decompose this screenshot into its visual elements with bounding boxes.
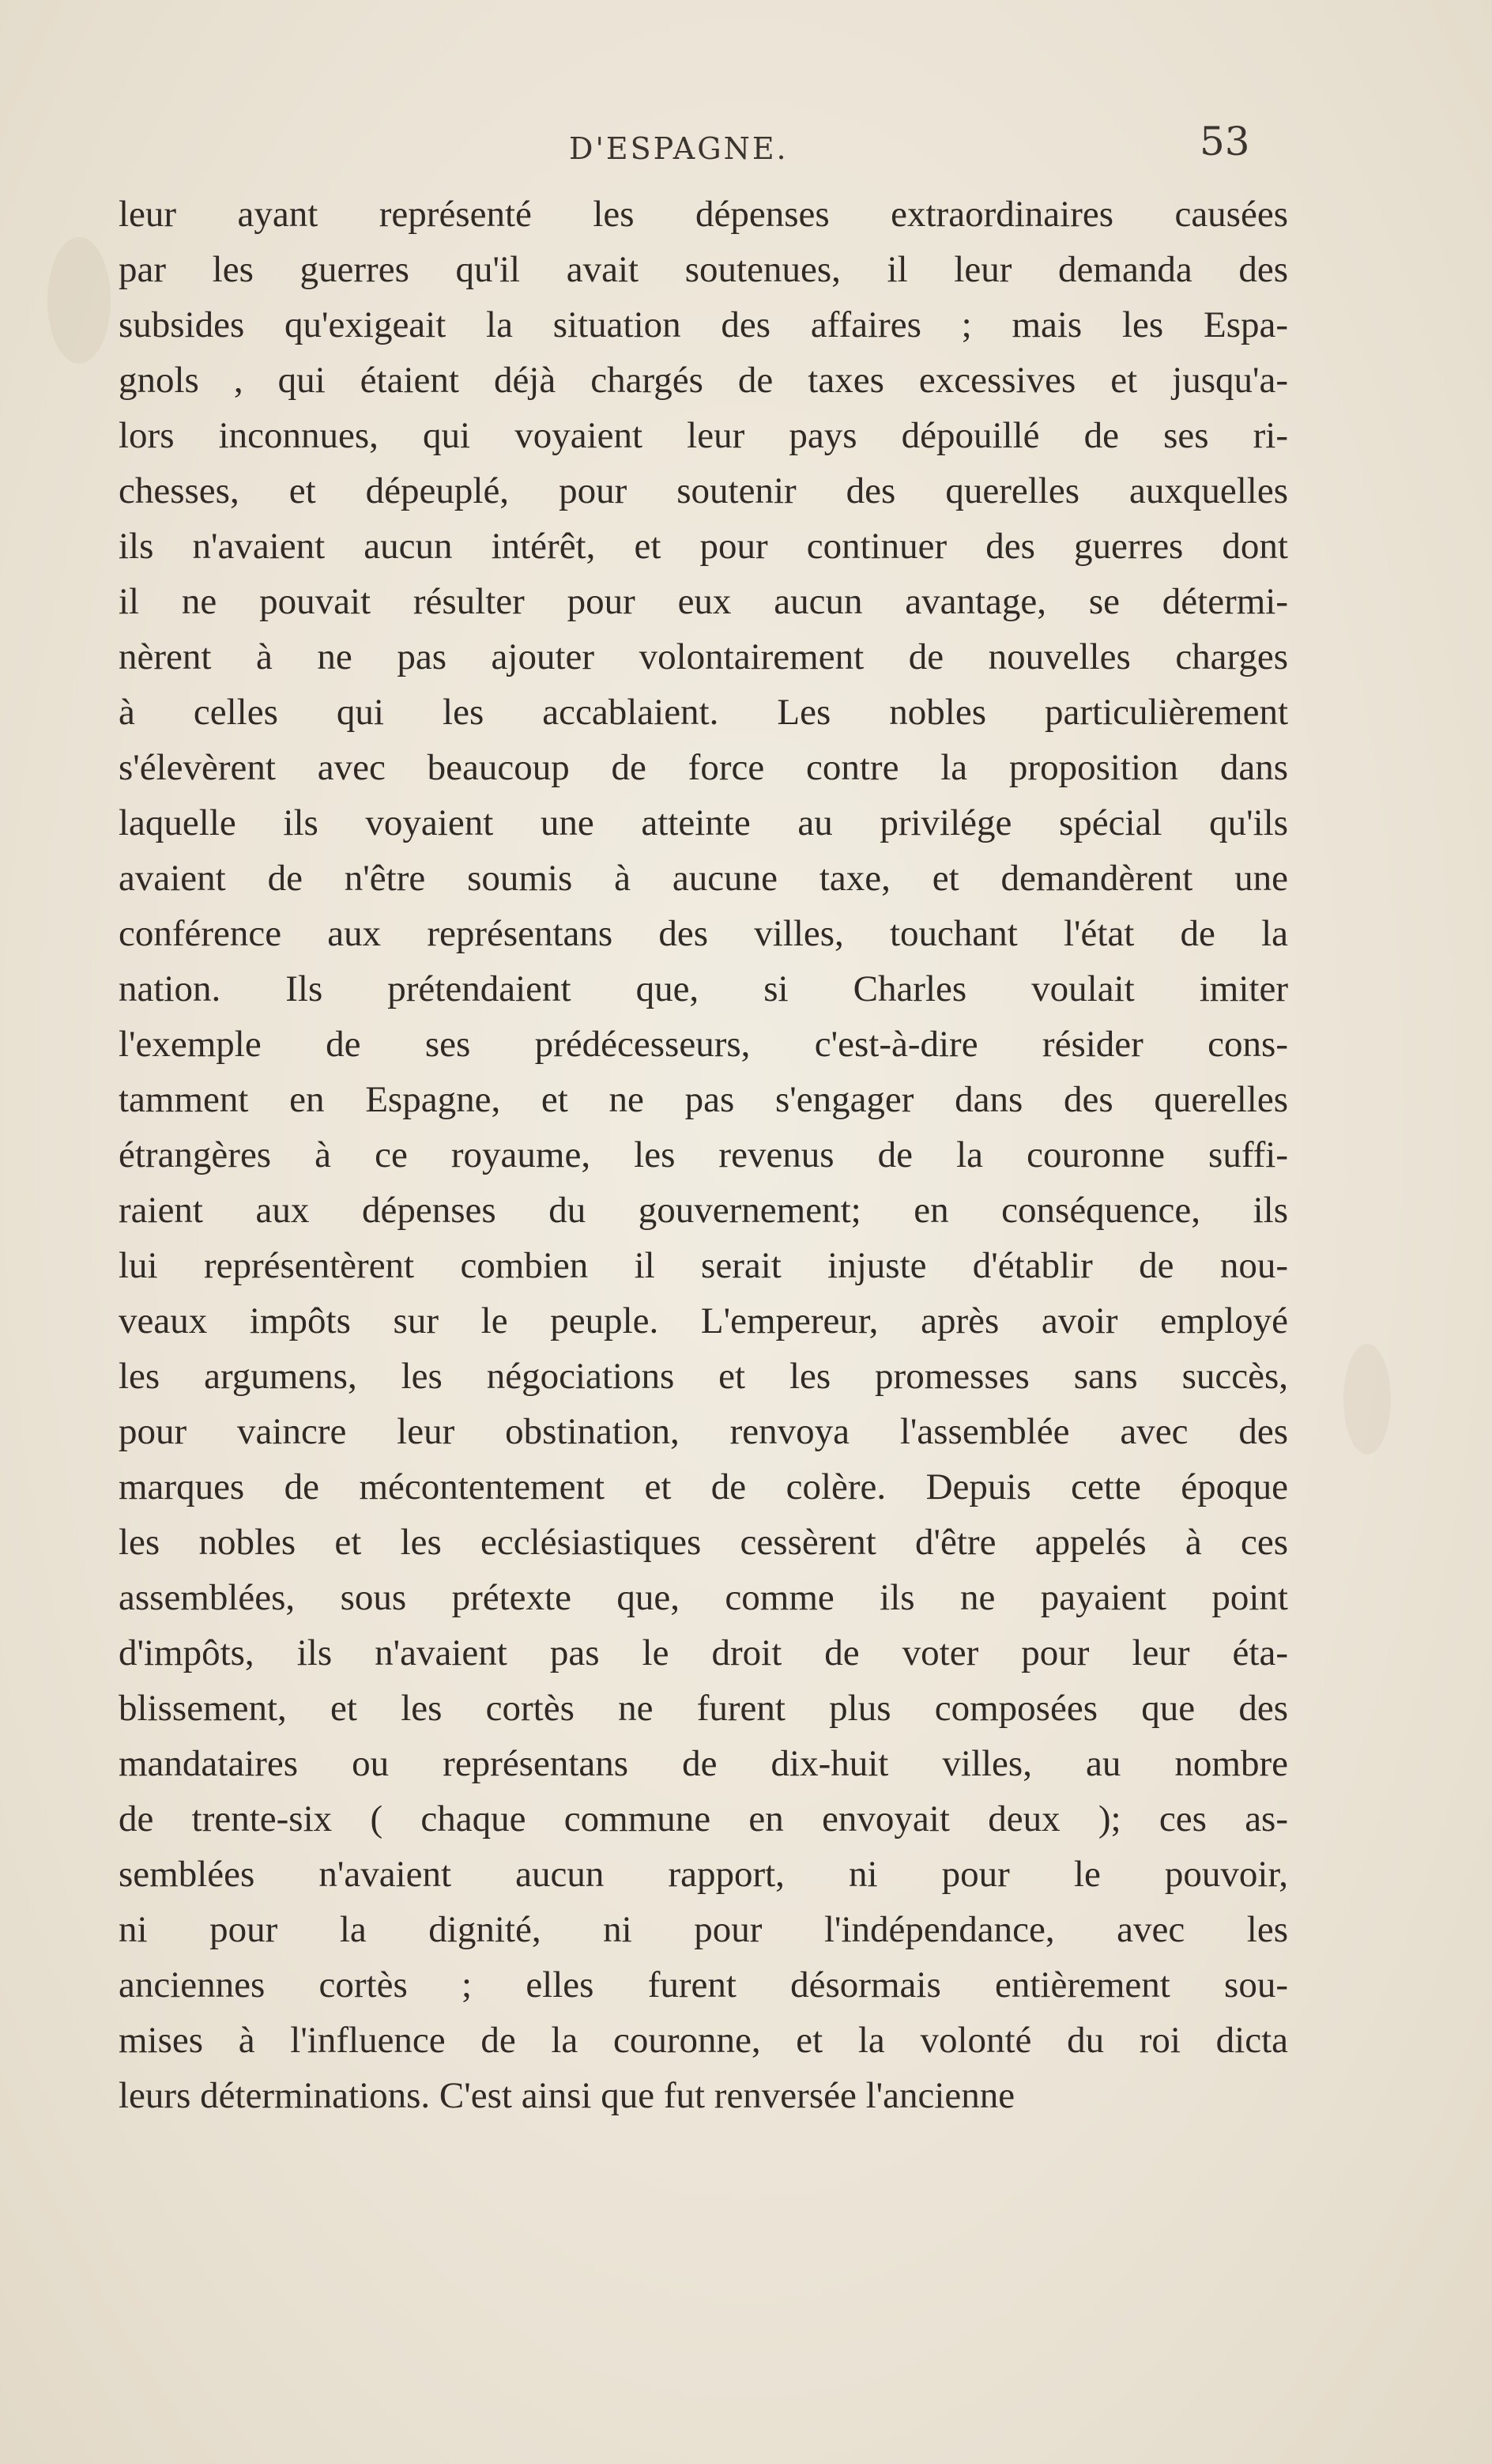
page-number: 53 — [1200, 119, 1250, 164]
text-line: par les guerres qu'il avait soutenues, il leur demanda des — [119, 249, 1288, 290]
text-line: leurs déterminations. C'est ainsi que fut renversée l'ancienne — [119, 2075, 1015, 2116]
text-line: gnols , qui étaient déjà chargés de taxes excessives et jusqu'a- — [119, 360, 1288, 401]
paper-stain — [1343, 1344, 1391, 1455]
text-line: raient aux dépenses du gouvernement; en conséquence, ils — [119, 1190, 1288, 1231]
text-line: veaux impôts sur le peuple. L'empereur, après avoir employé — [119, 1300, 1288, 1341]
text-line: lors inconnues, qui voyaient leur pays dépouillé de ses ri- — [119, 415, 1288, 456]
running-head: D'ESPAGNE. — [569, 131, 789, 166]
text-line: lui représentèrent combien il serait injuste d'établir de nou- — [119, 1245, 1288, 1286]
text-line: conférence aux représentans des villes, touchant l'état de la — [119, 913, 1288, 954]
text-line: semblées n'avaient aucun rapport, ni pour le pouvoir, — [119, 1854, 1288, 1895]
text-line: d'impôts, ils n'avaient pas le droit de voter pour leur éta- — [119, 1632, 1288, 1673]
text-line: ils n'avaient aucun intérêt, et pour continuer des guerres dont — [119, 526, 1288, 567]
text-line: laquelle ils voyaient une atteinte au privilége spécial qu'ils — [119, 802, 1288, 843]
text-line: nation. Ils prétendaient que, si Charles voulait imiter — [119, 968, 1288, 1009]
text-line: marques de mécontentement et de colère. Depuis cette époque — [119, 1466, 1288, 1507]
text-line: blissement, et les cortès ne furent plus composées que des — [119, 1688, 1288, 1729]
text-line: nèrent à ne pas ajouter volontairement de nouvelles charges — [119, 636, 1288, 677]
paper-stain — [47, 237, 111, 364]
text-line: s'élevèrent avec beaucoup de force contre la proposition dans — [119, 747, 1288, 788]
text-line: subsides qu'exigeait la situation des affaires ; mais les Espa- — [119, 304, 1288, 345]
text-line: étrangères à ce royaume, les revenus de la couronne suffi- — [119, 1134, 1288, 1175]
text-line: anciennes cortès ; elles furent désormais entièrement sou- — [119, 1964, 1288, 2006]
text-line: leur ayant représenté les dépenses extraordinaires causées — [119, 194, 1288, 235]
text-line: chesses, et dépeuplé, pour soutenir des querelles auxquelles — [119, 470, 1288, 511]
text-line: de trente-six ( chaque commune en envoyait deux ); ces as- — [119, 1798, 1288, 1840]
text-line: avaient de n'être soumis à aucune taxe, et demandèrent une — [119, 858, 1288, 899]
text-line: les nobles et les ecclésiastiques cessèrent d'être appelés à ces — [119, 1522, 1288, 1563]
text-line: les argumens, les négociations et les promesses sans succès, — [119, 1356, 1288, 1397]
text-line: assemblées, sous prétexte que, comme ils ne payaient point — [119, 1577, 1288, 1618]
text-line: tamment en Espagne, et ne pas s'engager dans des querelles — [119, 1079, 1288, 1120]
text-line: à celles qui les accablaient. Les nobles particulièrement — [119, 692, 1288, 733]
text-line: ni pour la dignité, ni pour l'indépendance, avec les — [119, 1909, 1288, 1950]
text-line: mises à l'influence de la couronne, et la volonté du roi dicta — [119, 2020, 1288, 2061]
text-line: mandataires ou représentans de dix-huit villes, au nombre — [119, 1743, 1288, 1784]
text-line: l'exemple de ses prédécesseurs, c'est-à-dire résider cons- — [119, 1024, 1288, 1065]
text-line: pour vaincre leur obstination, renvoya l'assemblée avec des — [119, 1411, 1288, 1452]
text-line: il ne pouvait résulter pour eux aucun avantage, se détermi- — [119, 581, 1288, 622]
